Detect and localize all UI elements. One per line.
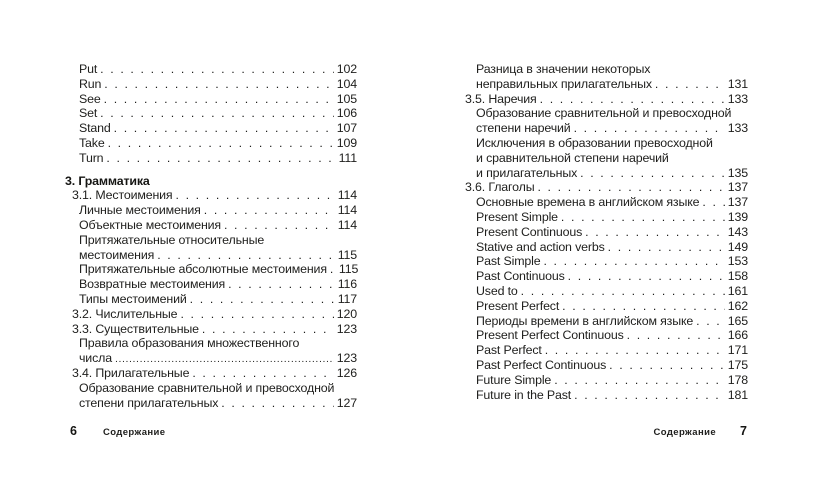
toc-entry-line: [465, 92, 748, 107]
toc-entry-line: [65, 262, 357, 277]
toc-entry-line: [65, 381, 357, 396]
toc-entry-label: Take: [79, 135, 105, 150]
toc-entry-page-number: 149: [727, 239, 748, 254]
toc-entry-line: [65, 336, 357, 351]
toc-entry-label: Периоды времени в английском языке: [476, 313, 694, 328]
toc-entry-page-number: 114: [337, 203, 357, 218]
toc-entry-label: Возвратные местоимения: [79, 277, 226, 292]
dot-leader: [204, 203, 335, 218]
toc-entry-label: 3.2. Числительные: [72, 306, 178, 321]
toc-entry-label: и сравнительной степени наречий: [476, 150, 669, 165]
toc-entry-label: Turn: [79, 150, 104, 165]
toc-entry-label: Present Simple: [476, 209, 558, 224]
right-page-footer: [654, 424, 747, 438]
toc-entry-page-number: 111: [338, 150, 357, 165]
toc-entry-line: [465, 62, 748, 77]
toc-entry-line: [65, 277, 357, 292]
toc-entry-label: Put: [79, 62, 98, 76]
toc-entry-page-number: 137: [727, 195, 748, 210]
dot-leader: [180, 307, 333, 322]
toc-entry-line: [465, 210, 748, 225]
dot-leader: [106, 151, 335, 166]
toc-entry-line: [65, 188, 357, 203]
toc-entry-label: 3.3. Существительные: [72, 321, 199, 336]
toc-entry-page-number: 131: [727, 76, 748, 91]
toc-entry-label: Образование сравнительной и превосходной: [476, 106, 732, 121]
toc-entry-page-number: 139: [727, 209, 748, 224]
toc-entry-line: [465, 106, 748, 121]
dot-leader: [545, 343, 725, 358]
toc-entry-label: Объектные местоимения: [79, 217, 221, 232]
toc-entry-label: Stative and action verbs: [476, 239, 605, 254]
toc-entry-page-number: 114: [337, 217, 357, 232]
toc-entry-page-number: 126: [336, 365, 357, 380]
toc-entry-line: [65, 218, 357, 233]
toc-entry-label: Притяжательные относительные: [79, 232, 265, 247]
dot-leader: [627, 328, 725, 343]
toc-entry-page-number: 104: [336, 76, 357, 91]
dot-leader: [190, 292, 335, 307]
toc-entry-line: [65, 396, 357, 411]
dot-leader: [108, 136, 334, 151]
dot-leader: [202, 322, 334, 337]
toc-entry-page-number: 133: [727, 91, 748, 106]
toc-entry-page-number: 116: [337, 277, 357, 292]
toc-entry-page-number: 158: [727, 269, 748, 284]
dot-leader: [702, 195, 724, 210]
left-footer-section-label: Содержание: [102, 427, 166, 438]
toc-entry-page-number: 171: [727, 343, 748, 358]
toc-entry-line: [465, 180, 748, 195]
toc-entry-label: Present Perfect Continuous: [476, 328, 624, 343]
toc-entry-line: [65, 292, 357, 307]
dot-leader: [562, 299, 725, 314]
dot-leader: [114, 121, 334, 136]
toc-entry-page-number: 115: [337, 247, 357, 262]
toc-entry-label: Past Perfect: [476, 343, 542, 358]
dot-leader: [608, 240, 725, 255]
toc-entry-page-number: 166: [727, 328, 748, 343]
dot-leader: [609, 358, 725, 373]
toc-entry-label: числа: [79, 351, 112, 366]
toc-entry-page-number: 137: [727, 180, 748, 195]
dot-leader: [540, 92, 725, 107]
toc-entry-label: Future Simple: [476, 372, 552, 387]
toc-entry-label: Личные местоимения: [79, 203, 201, 218]
toc-entry-line: [65, 92, 357, 107]
dot-leader: [537, 180, 724, 195]
toc-entry-label: Set: [79, 106, 98, 121]
toc-entry-label: и прилагательных: [476, 165, 578, 180]
dot-leader: [580, 166, 725, 181]
toc-entry-line: [65, 322, 357, 337]
toc-entry-page-number: 123: [336, 351, 357, 366]
toc-entry-page-number: 115: [338, 262, 359, 277]
toc-entry-label: 3.6. Глаголы: [465, 180, 535, 195]
dot-leader: [104, 77, 333, 92]
left-page-number: 6: [70, 424, 77, 438]
dot-leader: [696, 314, 725, 329]
toc-entry-label: неправильных прилагательных: [476, 76, 652, 91]
toc-entry-page-number: 153: [727, 254, 748, 269]
toc-entry-label: Правила образования множественного: [79, 336, 300, 351]
toc-entry-line: [465, 269, 748, 284]
toc-entry-label: Past Continuous: [476, 269, 565, 284]
dot-leader: [104, 92, 334, 107]
toc-entry-line: [65, 151, 357, 166]
dot-leader: [574, 121, 725, 136]
toc-entry-line: [465, 166, 748, 181]
toc-entry-page-number: 114: [337, 188, 357, 203]
dot-leader: [192, 366, 333, 381]
toc-entry-label: степени наречий: [476, 121, 571, 136]
dot-leader: [543, 254, 724, 269]
toc-entry-page-number: 181: [727, 387, 748, 402]
toc-entry-label: 3.4. Прилагательные: [72, 365, 190, 380]
toc-entry-line: [465, 254, 748, 269]
toc-entry-line: [65, 106, 357, 121]
toc-column-right-page: [465, 62, 748, 402]
toc-entry-label: 3. Грамматика: [65, 173, 150, 188]
toc-entry-label: Притяжательные абсолютные местоимения: [79, 262, 327, 277]
dot-leader: [655, 77, 725, 92]
toc-entry-page-number: 105: [336, 91, 357, 106]
dot-leader: [561, 210, 725, 225]
toc-entry-line: [65, 366, 357, 381]
toc-entry-label: местоимения: [79, 247, 155, 262]
dot-leader: [221, 396, 333, 411]
toc-entry-line: [465, 314, 748, 329]
toc-entry-line: [465, 388, 748, 403]
toc-entry-page-number: 133: [727, 121, 748, 136]
toc-entry-line: [465, 328, 748, 343]
toc-entry-label: Основные времена в английском языке: [476, 195, 700, 210]
toc-entry-line: [465, 151, 748, 166]
toc-entry-label: See: [79, 91, 101, 106]
dot-leader: [330, 262, 336, 277]
left-page-footer: [70, 424, 165, 438]
toc-entry-line: [465, 373, 748, 388]
toc-entry-label: Исключения в образовании превосходной: [476, 135, 713, 150]
toc-entry-line: [465, 195, 748, 210]
right-page-number: 7: [740, 424, 747, 438]
toc-entry-page-number: 117: [337, 291, 357, 306]
toc-entry-page-number: 106: [336, 106, 357, 121]
toc-entry-label: Run: [79, 76, 102, 91]
toc-entry-page-number: 165: [727, 313, 748, 328]
dot-leader: [521, 284, 725, 299]
toc-entry-page-number: 123: [336, 321, 357, 336]
toc-entry-label: степени прилагательных: [79, 395, 219, 410]
toc-entry-page-number: 162: [727, 298, 748, 313]
toc-entry-page-number: 102: [336, 62, 357, 76]
toc-entry-page-number: 143: [727, 224, 748, 239]
toc-entry-page-number: 127: [336, 395, 357, 410]
toc-entry-line: [465, 136, 748, 151]
dot-leader: [585, 225, 725, 240]
toc-entry-line: [465, 121, 748, 136]
toc-entry-label: 3.1. Местоимения: [72, 188, 173, 203]
toc-entry-line: [65, 121, 357, 136]
toc-entry-line: [465, 343, 748, 358]
toc-entry-label: Типы местоимений: [79, 291, 187, 306]
toc-entry-label: Образование сравнительной и превосходной: [79, 380, 335, 395]
toc-entry-label: Present Continuous: [476, 224, 583, 239]
toc-entry-line: [465, 358, 748, 373]
toc-entry-label: Past Simple: [476, 254, 541, 269]
toc-entry-label: Future in the Past: [476, 387, 572, 402]
toc-entry-line: [465, 225, 748, 240]
dot-leader: [176, 188, 335, 203]
toc-entry-line: [465, 299, 748, 314]
toc-entry-line: [465, 284, 748, 299]
toc-entry-line: [65, 307, 357, 322]
toc-entry-page-number: 109: [336, 135, 357, 150]
toc-entry-page-number: 161: [727, 283, 748, 298]
dot-leader: [100, 62, 334, 77]
toc-entry-line: [465, 240, 748, 255]
toc-entry-label: Разница в значении некоторых: [476, 62, 651, 76]
toc-entry-line: [65, 174, 357, 189]
dot-leader: [100, 106, 334, 121]
toc-entry-line: [465, 77, 748, 92]
dot-leader: [228, 277, 335, 292]
toc-entry-page-number: 107: [336, 121, 357, 136]
toc-entry-line: [65, 351, 357, 366]
dot-leader: [115, 352, 334, 367]
dot-leader: [574, 388, 725, 403]
dot-leader: [568, 269, 725, 284]
toc-entry-label: Present Perfect: [476, 298, 560, 313]
dot-leader: [157, 248, 335, 263]
toc-entry-line: [65, 62, 357, 77]
toc-entry-label: 3.5. Наречия: [465, 91, 537, 106]
toc-entry-label: Stand: [79, 121, 111, 136]
toc-entry-page-number: 178: [727, 372, 748, 387]
toc-entry-page-number: 135: [727, 165, 748, 180]
toc-entry-label: Used to: [476, 283, 518, 298]
toc-entry-line: [65, 233, 357, 248]
toc-entry-line: [65, 136, 357, 151]
toc-entry-label: Past Perfect Continuous: [476, 357, 607, 372]
dot-leader: [224, 218, 335, 233]
toc-entry-line: [65, 77, 357, 92]
toc-entry-page-number: 175: [727, 357, 748, 372]
toc-entry-page-number: 120: [336, 306, 357, 321]
toc-entry-line: [65, 248, 357, 263]
dot-leader: [554, 373, 725, 388]
right-footer-section-label: Содержание: [653, 427, 717, 438]
toc-column-left-page: [65, 62, 357, 410]
toc-entry-line: [65, 203, 357, 218]
